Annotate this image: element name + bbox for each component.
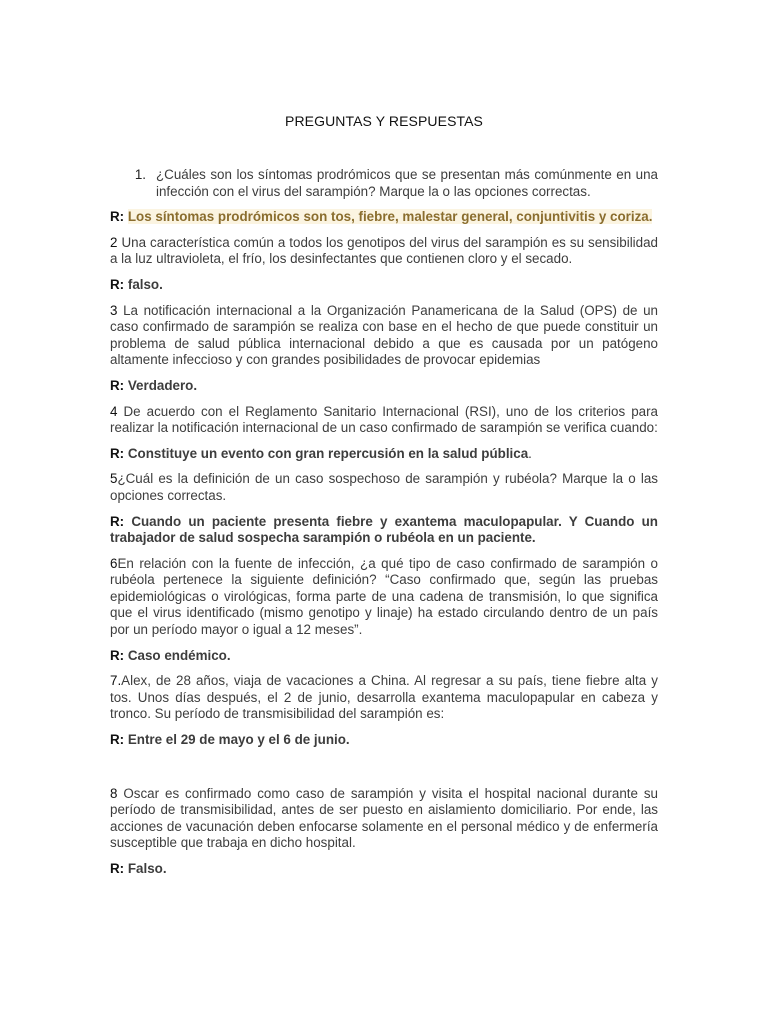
question-4 (110, 404, 658, 437)
answer-label: R: (110, 209, 128, 225)
answer-label: R: (110, 445, 128, 461)
question-text: ¿Cuál es la definición de un caso sospechoso de sarampión y rubéola? Marque la o las opciones correctas. (110, 471, 658, 503)
answer-8 (110, 861, 658, 878)
answer-text: Verdadero. (127, 377, 198, 393)
answer-label: R: (110, 732, 128, 748)
answer-text: falso. (127, 276, 163, 292)
question-number: 1. (134, 167, 146, 182)
answer-text: Cuando un paciente presenta fiebre y exantema maculopapular. Y Cuando un trabajador de salud sospecha sarampión o rubéola en un paciente. (110, 513, 658, 546)
answer-label: R: (110, 377, 128, 393)
answer-6 (110, 648, 658, 665)
question-number: 7. (110, 673, 122, 689)
question-7 (110, 673, 658, 723)
question-6 (110, 556, 658, 639)
question-text: Alex, de 28 años, viaja de vacaciones a China. Al regresar a su país, tiene fiebre alta y tos. Unos días después, el 2 de junio, desarrolla exantema maculopapular en cabeza y tronco. Su período de transmisibilidad del sarampión es: (110, 673, 658, 722)
question-2 (110, 235, 658, 268)
question-8 (110, 786, 658, 852)
answer-7 (110, 732, 658, 749)
answer-text: Caso endémico. (127, 647, 231, 663)
question-text: ¿Cuáles son los síntomas prodrómicos que se presentan más comúnmente en una infección con el virus del sarampión? Marque la o las opciones correctas. (156, 167, 658, 199)
page-title: PREGUNTAS Y RESPUESTAS (285, 113, 483, 129)
question-1 (110, 167, 658, 200)
question-number: 5 (110, 471, 118, 487)
question-number: 8 (110, 785, 118, 801)
answer-label: R: (110, 647, 128, 663)
answer-text: Constituye un evento con gran repercusión en la salud pública (127, 445, 529, 461)
question-text: De acuerdo con el Reglamento Sanitario Internacional (RSI), uno de los criterios para realizar la notificación internacional de un caso confirmado de sarampión se verifica cuando: (110, 403, 658, 436)
answer-label: R: (110, 276, 128, 292)
answer-label: R: (110, 861, 128, 876)
answer-text: Falso. (127, 861, 167, 876)
question-number: 2 (110, 234, 118, 250)
question-text: Oscar es confirmado como caso de sarampión y visita el hospital nacional durante su período de transmisibilidad, antes de ser puesto en aislamiento domiciliario. Por ende, las acciones de vacunación deben enfocarse solamente en el personal médico y de enfermería susceptible que trabaja en dicho hospital. (110, 785, 658, 851)
answer-5 (110, 514, 658, 547)
question-number: 4 (110, 403, 118, 419)
answer-2 (110, 277, 658, 294)
blank-space (110, 749, 658, 777)
question-5 (110, 471, 658, 504)
answer-text-highlighted: Los síntomas prodrómicos son tos, fiebre, malestar general, conjuntivitis y coriza. (127, 209, 653, 225)
question-text: En relación con la fuente de infección, ¿a qué tipo de caso confirmado de sarampión o rubéola pertenece la siguiente definición? “Caso confirmado que, según las pruebas epidemiológicas o virológicas, forma parte de una cadena de transmisión, lo que significa que el virus identificado (mismo genotipo y linaje) ha estado circulando dentro de un país por un período mayor o igual a 12 meses”. (110, 555, 658, 638)
answer-4 (110, 446, 658, 463)
question-3 (110, 303, 658, 369)
answer-tail: . (528, 445, 532, 461)
answer-3 (110, 378, 658, 395)
answer-label: R: (110, 513, 132, 529)
question-text: La notificación internacional a la Organización Panamericana de la Salud (OPS) de un caso confirmado de sarampión se realiza con base en el hecho de que puede constituir un problema de salud pública internacional debido a que es causada por un patógeno altamente infeccioso y con grandes posibilidades de provocar epidemias (110, 302, 658, 368)
answer-1 (110, 209, 658, 226)
question-number: 6 (110, 555, 118, 571)
question-text: Una característica común a todos los genotipos del virus del sarampión es su sensibilidad a la luz ultravioleta, el frío, los desinfectantes que contienen cloro y el secado. (110, 234, 658, 267)
answer-text: Entre el 29 de mayo y el 6 de junio. (127, 732, 350, 748)
question-number: 3 (110, 302, 118, 318)
